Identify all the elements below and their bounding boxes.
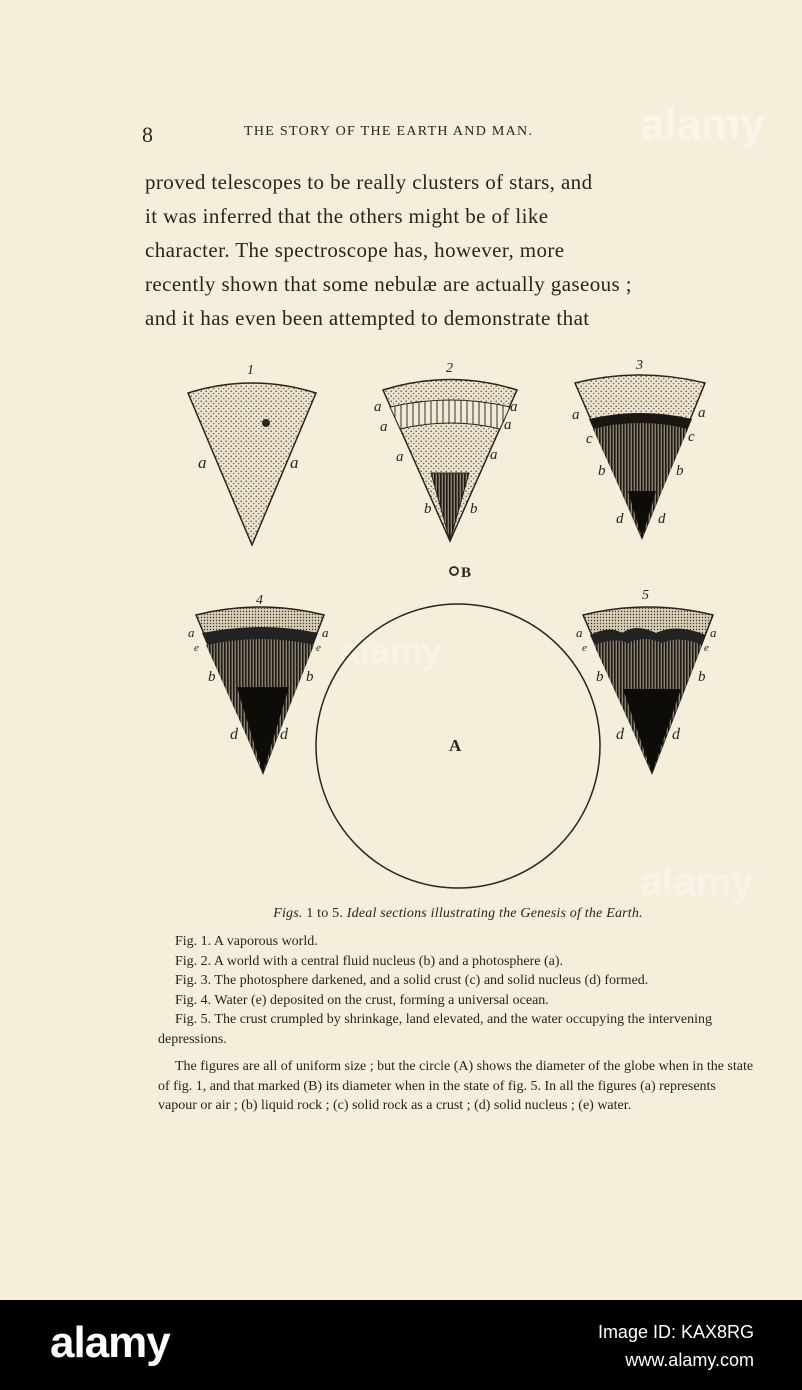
circle-a-label: A xyxy=(449,736,462,755)
label-b: b xyxy=(208,669,216,685)
fig-number: 1 xyxy=(247,363,254,378)
label-b: b xyxy=(470,501,478,517)
label-a: a xyxy=(710,625,717,640)
watermark: alamy xyxy=(340,630,443,671)
site-url: www.alamy.com xyxy=(625,1350,754,1370)
fig-number: 4 xyxy=(256,593,263,608)
label-a: a xyxy=(504,417,512,433)
label-a: a xyxy=(510,399,518,415)
section-fig-3 xyxy=(572,358,706,538)
caption-entry: Fig. 5. The crust crumpled by shrinkage, land elevated, and the water occupying the intervening depressions. xyxy=(158,1012,713,1047)
caption-title-rest: Ideal sections illustrating the Genesis of the Earth. xyxy=(346,906,643,921)
section-fig-2 xyxy=(374,361,518,541)
brand-logo: alamy xyxy=(50,1318,170,1367)
caption-entry: Fig. 2. A world with a central fluid nucleus (b) and a photosphere (a). xyxy=(175,953,564,969)
fig-number: 2 xyxy=(446,361,453,376)
body-line: and it has even been attempted to demonstrate that xyxy=(145,306,590,330)
label-e: e xyxy=(582,642,587,654)
label-a: a xyxy=(572,407,580,423)
label-b: b xyxy=(424,501,432,517)
label-a: a xyxy=(380,419,388,435)
body-text xyxy=(145,165,755,335)
label-e: e xyxy=(316,642,321,654)
label-b: b xyxy=(306,669,314,685)
label-d: d xyxy=(280,726,288,743)
label-d: d xyxy=(616,511,624,527)
caption-title-range: 1 to 5. xyxy=(306,906,344,921)
body-line: character. The spectroscope has, however, more xyxy=(145,238,565,262)
label-b: b xyxy=(598,463,606,479)
label-a: a xyxy=(576,625,583,640)
label-e: e xyxy=(194,642,199,654)
label-d: d xyxy=(658,511,666,527)
label-a: a xyxy=(374,399,382,415)
stock-footer-bar xyxy=(0,1300,802,1390)
circle-a xyxy=(316,604,600,888)
label-d: d xyxy=(672,726,680,743)
label-a: a xyxy=(396,449,404,465)
caption-title-lead: Figs. xyxy=(273,906,303,921)
label-d: d xyxy=(616,726,624,743)
earth-sections-figure xyxy=(170,355,750,900)
watermark: alamy xyxy=(640,100,765,149)
label-a: a xyxy=(322,625,329,640)
page-number: 8 xyxy=(142,122,153,147)
label-c: c xyxy=(586,431,593,447)
caption-entry: Fig. 3. The photosphere darkened, and a solid crust (c) and solid nucleus (d) formed. xyxy=(175,973,649,988)
point-b xyxy=(450,565,471,581)
body-line: recently shown that some nebulæ are actually gaseous ; xyxy=(145,272,632,296)
caption-entry: Fig. 4. Water (e) deposited on the crust, forming a universal ocean. xyxy=(175,992,549,1008)
label-b: b xyxy=(596,669,604,685)
fig-number: 3 xyxy=(636,358,643,373)
label-a: a xyxy=(198,453,207,472)
label-b: b xyxy=(676,463,684,479)
caption-notes: The figures are all of uniform size ; but the circle (A) shows the diameter of the globe when in the state of fig. 1, and that marked (B) its diameter when in the state of fig. 5. In all the figures (a) represents vapour or air ; (b) liquid rock ; (c) solid rock as a crust ; (d) solid nucleus ; (e) water. xyxy=(158,1059,754,1113)
label-c: c xyxy=(688,429,695,445)
watermark: alamy xyxy=(640,860,754,904)
label-b: b xyxy=(698,669,706,685)
section-fig-4 xyxy=(188,593,329,773)
body-line: proved telescopes to be really clusters of stars, and xyxy=(145,170,593,194)
fig-number: 5 xyxy=(642,588,649,603)
figure-caption xyxy=(158,906,758,1116)
caption-title xyxy=(158,906,758,922)
label-a: a xyxy=(490,447,498,463)
body-line: it was inferred that the others might be of like xyxy=(145,204,549,228)
point-b-label: B xyxy=(461,565,472,581)
label-d: d xyxy=(230,726,238,743)
image-id: Image ID: KAX8RG xyxy=(597,1322,754,1342)
section-fig-1 xyxy=(188,363,316,545)
label-a: a xyxy=(290,453,299,472)
label-a: a xyxy=(188,625,195,640)
label-e: e xyxy=(704,642,709,654)
running-head: THE STORY OF THE EARTH AND MAN. xyxy=(244,124,534,139)
label-a: a xyxy=(698,405,706,421)
section-fig-5 xyxy=(576,588,717,773)
caption-entry: Fig. 1. A vaporous world. xyxy=(175,934,318,949)
page-header xyxy=(142,118,762,148)
